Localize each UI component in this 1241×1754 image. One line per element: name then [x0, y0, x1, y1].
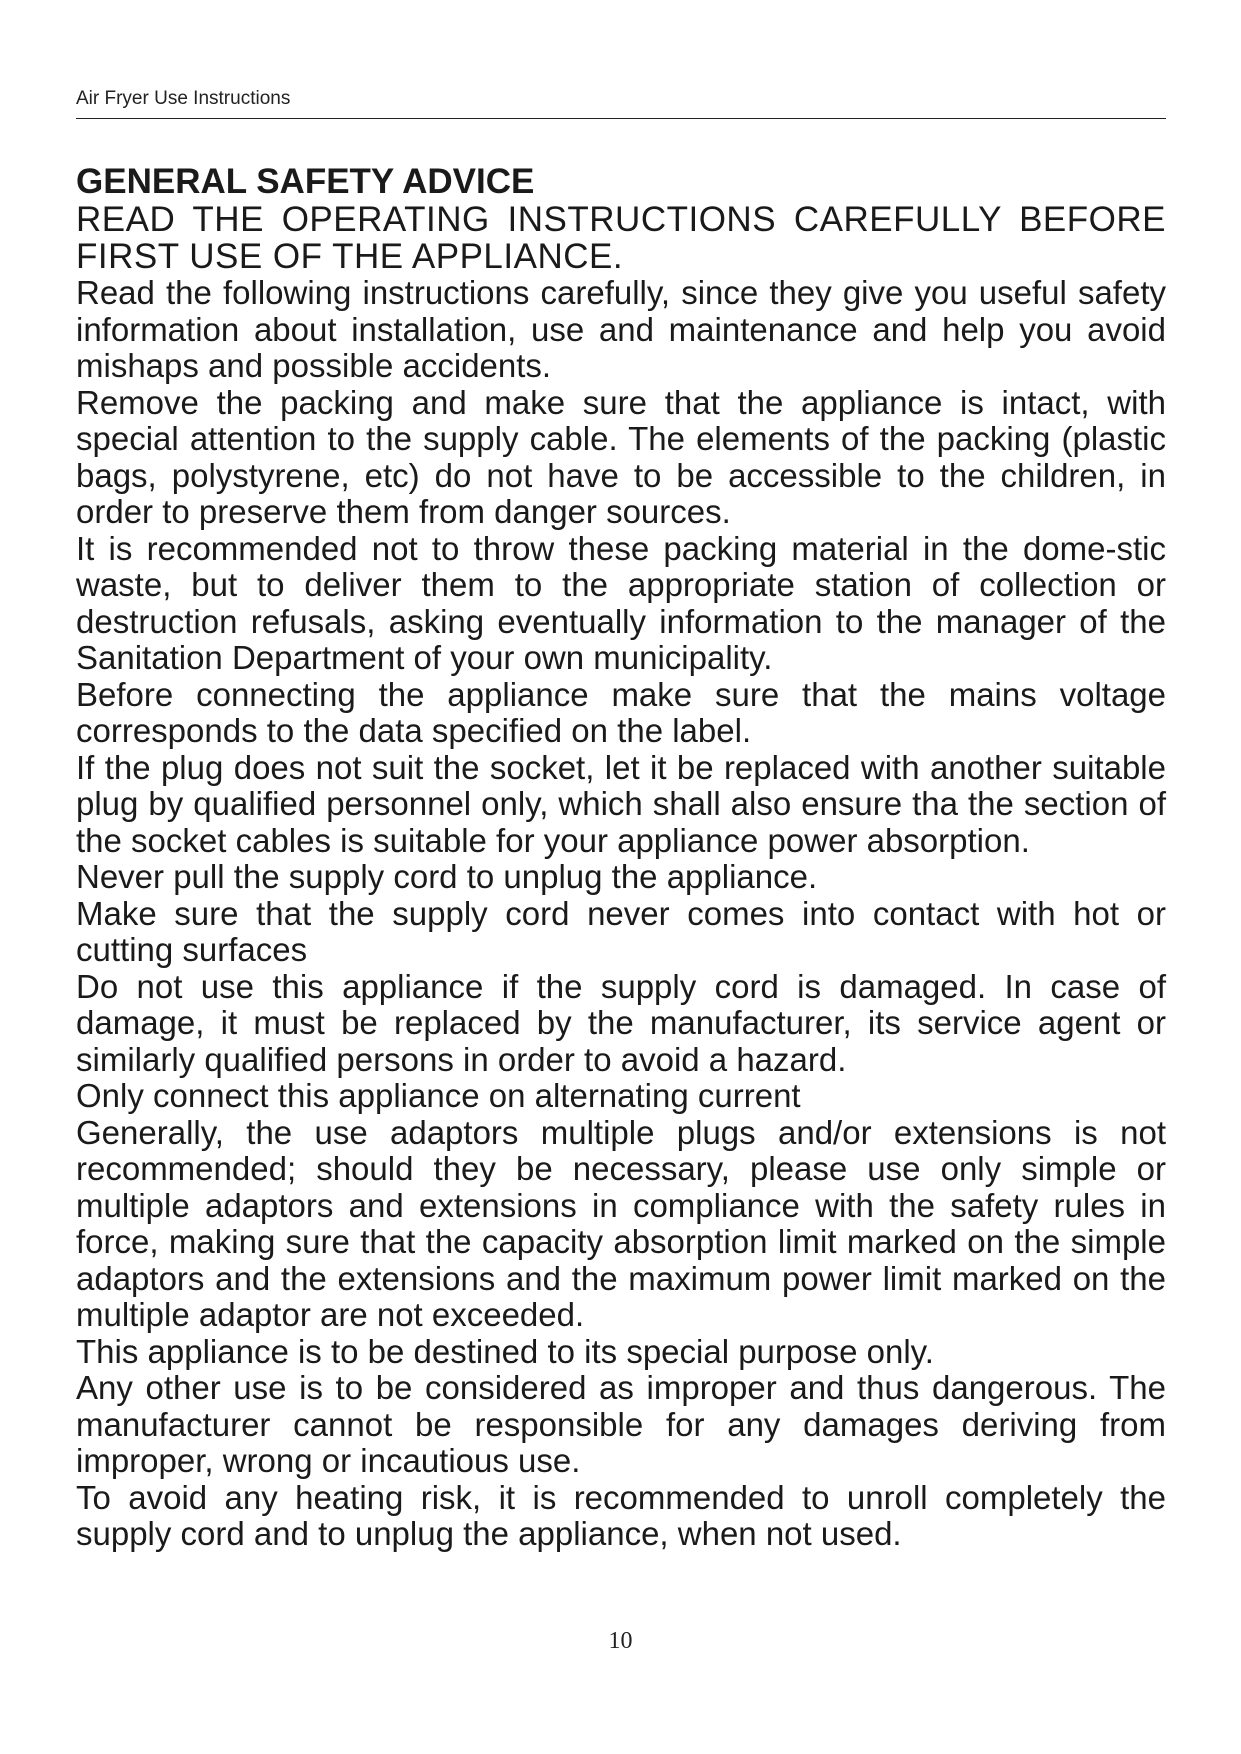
document-title: Air Fryer Use Instructions — [76, 88, 291, 109]
paragraph-heating-risk: To avoid any heating risk, it is recommended to unroll completely the supply cord and to unplug the appliance, when not used. — [76, 1478, 1166, 1552]
paragraph-special-purpose: This appliance is to be destined to its special purpose only. — [76, 1332, 934, 1370]
paragraph-adaptors: Generally, the use adaptors multiple plugs and/or extensions is not recommended; should they be necessary, please use only simple or multiple adaptors and extensions in compliance with the safety rules in force, making sure that the capacity absorption limit marked on the simple adaptors and the extensions and the maximum power limit marked on the multiple adaptor are not exceeded. — [76, 1113, 1166, 1333]
paragraph-remove-packing: Remove the packing and make sure that the appliance is intact, with special attention to the supply cable. The elements of the packing (plastic bags, polystyrene, etc) do not have to be accessible to the children, in order to preserve them from danger sources. — [76, 383, 1166, 530]
page-header — [76, 88, 1166, 119]
paragraph-never-pull-cord: Never pull the supply cord to unplug the appliance. — [76, 858, 818, 895]
paragraph-mains-voltage: Before connecting the appliance make sure that the mains voltage corresponds to the data specified on the label. — [76, 675, 1166, 749]
page-number: 10 — [608, 1628, 633, 1654]
section-heading: GENERAL SAFETY ADVICE — [76, 162, 535, 201]
paragraph-alternating-current: Only connect this appliance on alternating current — [76, 1077, 801, 1114]
section-subheading: READ THE OPERATING INSTRUCTIONS CAREFULLY BEFORE FIRST USE OF THE APPLIANCE. — [76, 200, 1166, 276]
paragraph-plug-replacement: If the plug does not suit the socket, let it be replaced with another suitable plug by qualified personnel only, which shall also ensure tha the section of the socket cables is suitable for your appliance power absorption. — [76, 748, 1166, 859]
paragraph-improper-use: Any other use is to be considered as improper and thus dangerous. The manufacturer cannot be responsible for any damages deriving from improper, wrong or incautious use. — [76, 1369, 1166, 1479]
safety-section — [76, 163, 1166, 1553]
paragraph-packing-disposal: It is recommended not to throw these packing material in the dome-stic waste, but to deliver them to the appropriate station of collection or destruction refusals, asking eventually information to the manager of the Sanitation Department of your own municipality. — [76, 529, 1166, 676]
paragraph-read-instructions: Read the following instructions carefully, since they give you useful safety information about installation, use and maintenance and help you avoid mishaps and possible accidents. — [76, 274, 1166, 384]
paragraph-cord-surfaces: Make sure that the supply cord never comes into contact with hot or cutting surfaces — [76, 894, 1166, 968]
paragraph-damaged-cord: Do not use this appliance if the supply cord is damaged. In case of damage, it must be replaced by the manufacturer, its service agent or similarly qualified persons in order to avoid a hazard. — [76, 967, 1166, 1078]
